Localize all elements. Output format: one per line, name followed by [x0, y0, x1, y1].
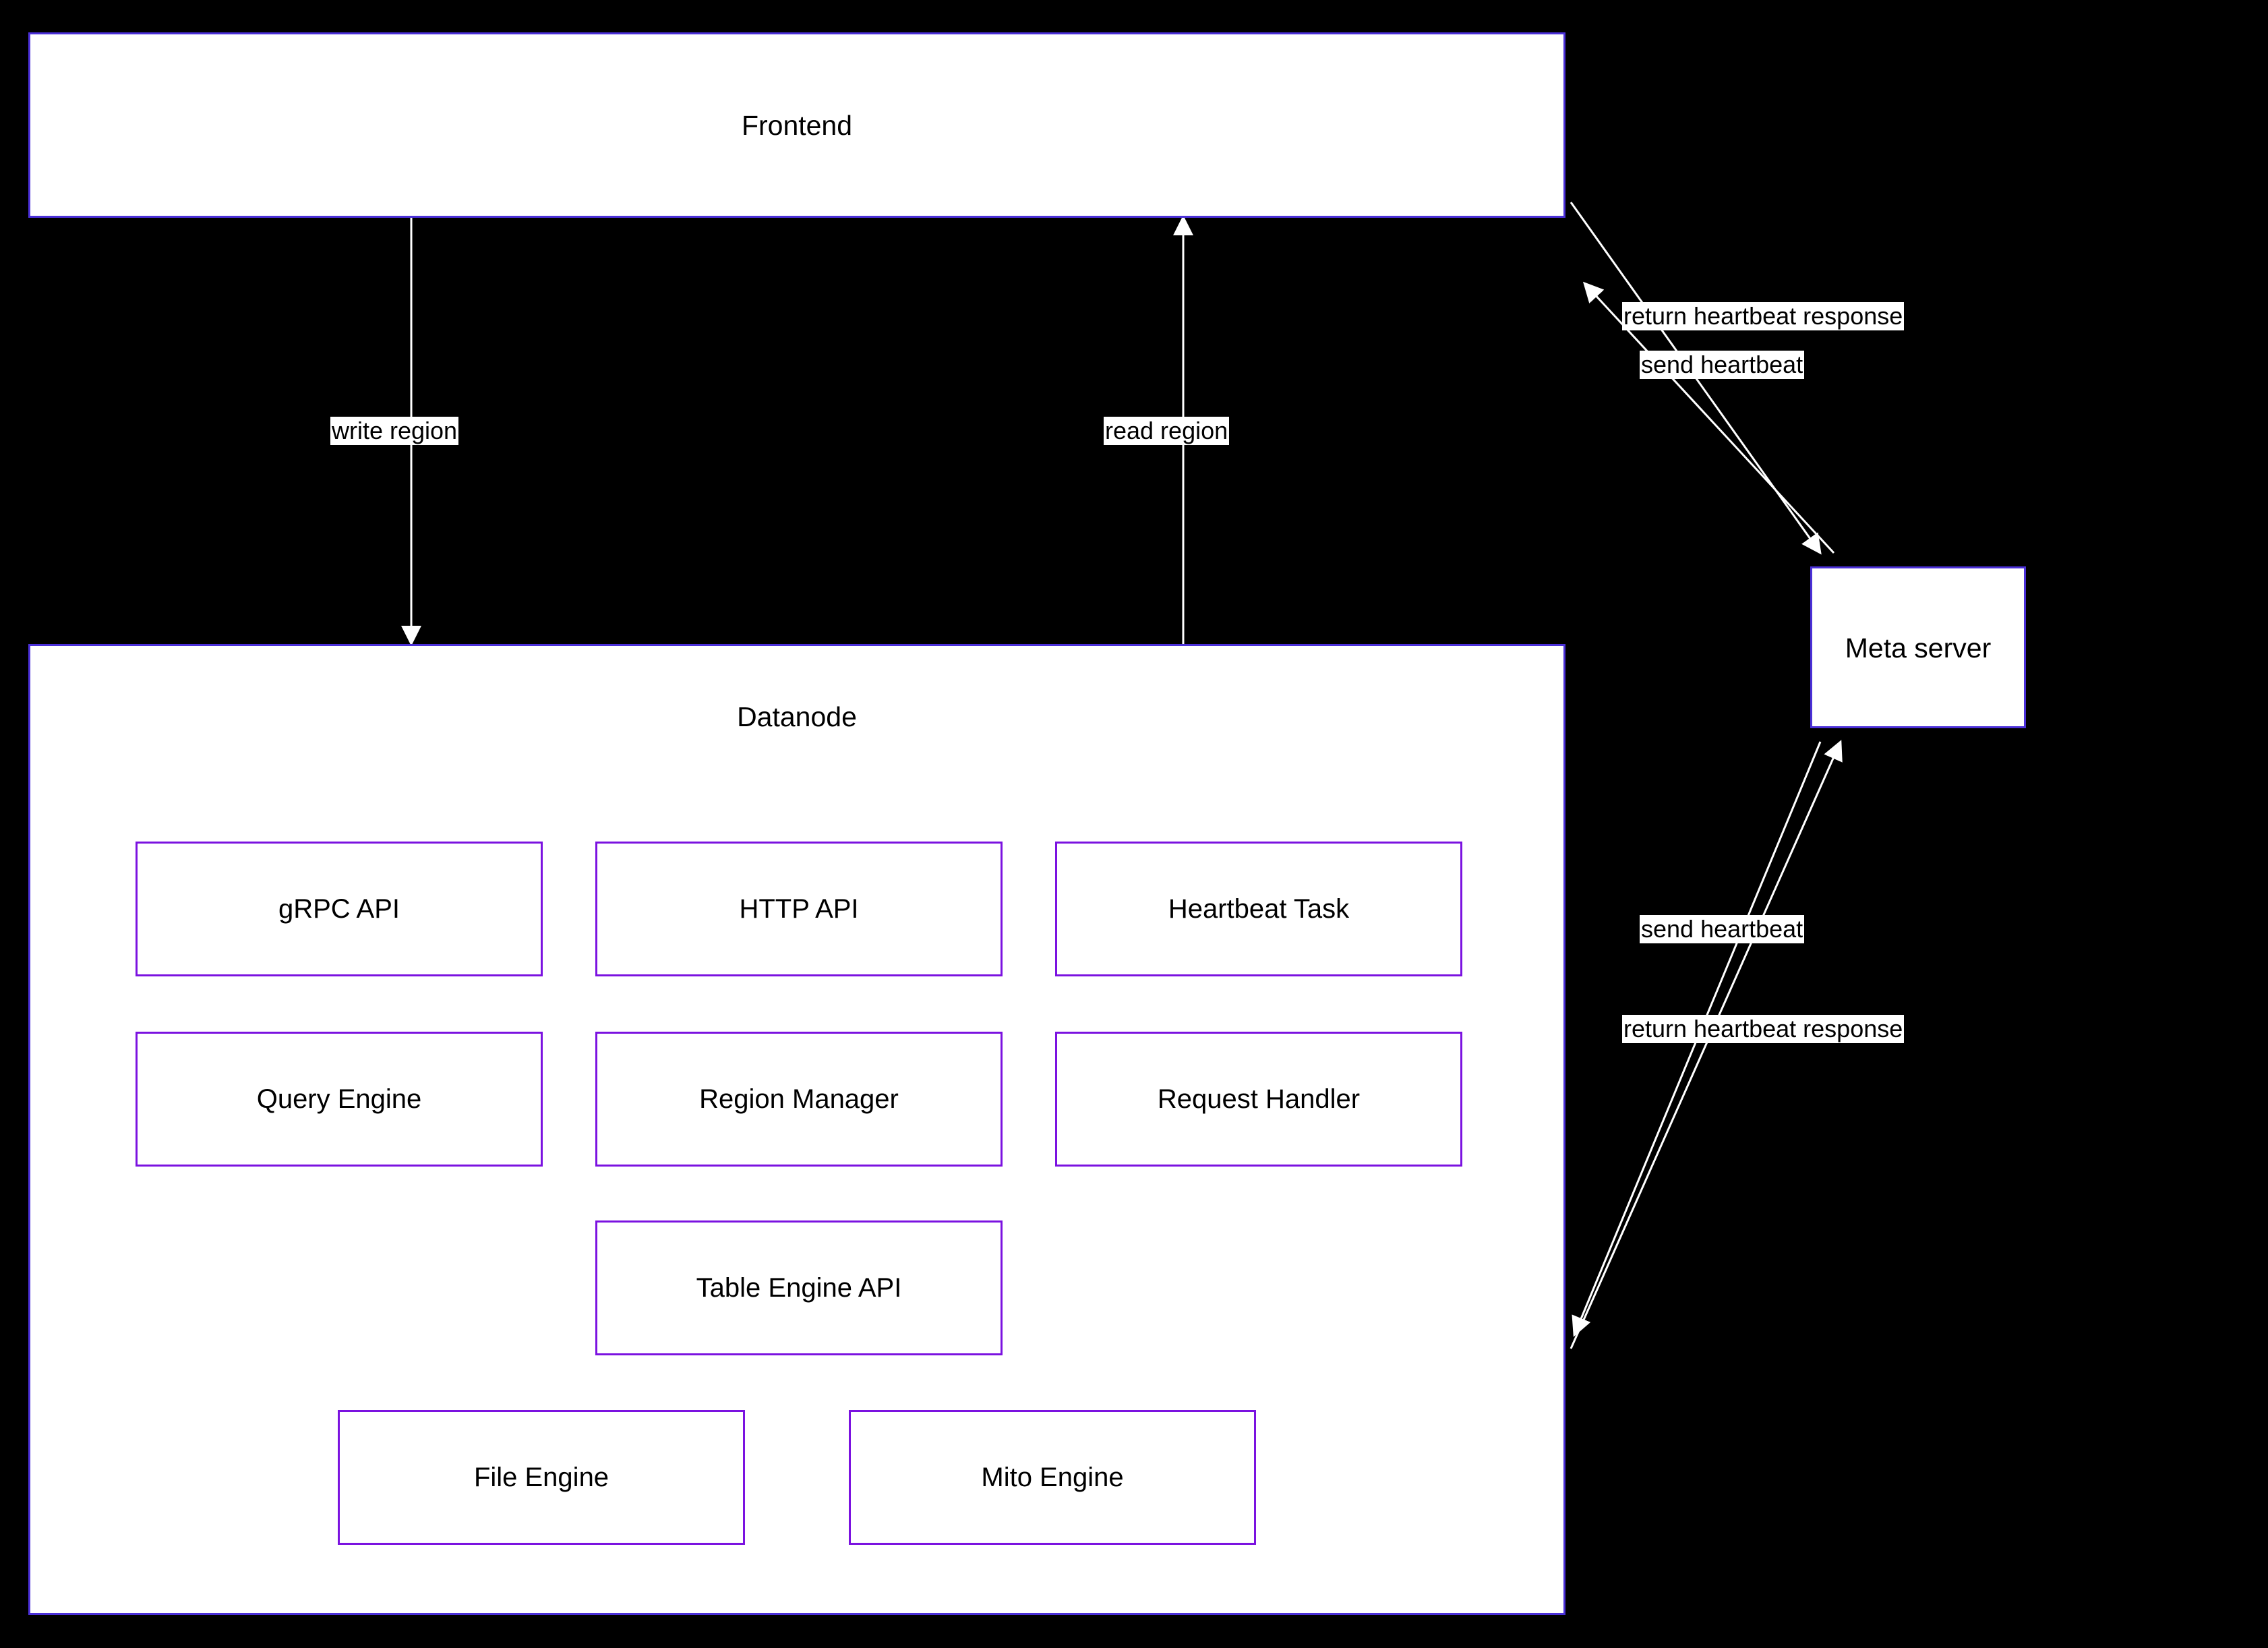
region-manager-label: Region Manager	[699, 1084, 899, 1114]
edge-label-send-heartbeat-top: send heartbeat	[1641, 351, 1803, 378]
table-engine-api-box[interactable]	[595, 1220, 1003, 1355]
meta-server-label: Meta server	[1845, 632, 1992, 664]
table-engine-api-label: Table Engine API	[696, 1272, 902, 1303]
region-manager-box[interactable]	[595, 1032, 1003, 1167]
arrow-datanode-send-heartbeat	[1571, 742, 1841, 1349]
http-api-box[interactable]	[595, 842, 1003, 976]
heartbeat-task-box[interactable]	[1055, 842, 1462, 976]
datanode-label: Datanode	[737, 701, 857, 732]
meta-server-box[interactable]	[1810, 566, 2026, 728]
request-handler-label: Request Handler	[1157, 1084, 1361, 1114]
heartbeat-task-label: Heartbeat Task	[1168, 893, 1350, 924]
mito-engine-box[interactable]	[849, 1410, 1256, 1545]
file-engine-box[interactable]	[338, 1410, 745, 1545]
edge-label-write-region: write region	[332, 417, 458, 444]
edge-label-return-heartbeat-response-bottom: return heartbeat response	[1623, 1015, 1903, 1042]
frontend-label: Frontend	[741, 110, 853, 141]
edge-label-read-region: read region	[1105, 417, 1228, 444]
query-engine-box[interactable]	[136, 1032, 543, 1167]
query-engine-label: Query Engine	[256, 1084, 422, 1114]
edge-label-send-heartbeat-bottom: send heartbeat	[1641, 915, 1803, 943]
frontend-box[interactable]	[28, 32, 1565, 218]
grpc-api-box[interactable]	[136, 842, 543, 976]
file-engine-label: File Engine	[473, 1462, 609, 1492]
request-handler-box[interactable]	[1055, 1032, 1462, 1167]
grpc-api-label: gRPC API	[278, 893, 400, 924]
mito-engine-label: Mito Engine	[981, 1462, 1124, 1492]
http-api-label: HTTP API	[739, 893, 859, 924]
datanode-box[interactable]	[28, 644, 1565, 1615]
edge-label-return-heartbeat-response-top: return heartbeat response	[1623, 302, 1903, 330]
